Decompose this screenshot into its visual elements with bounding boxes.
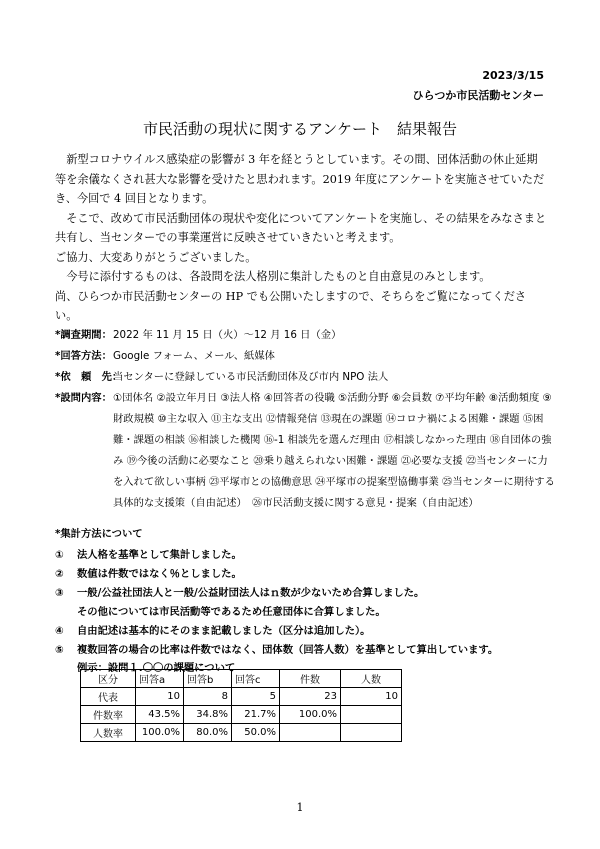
example-table — [80, 669, 402, 742]
survey-period-value: 2022 年 11 月 15 日（火）～12 月 16 日（金） — [113, 329, 342, 341]
table-cell: 代表 — [81, 688, 136, 706]
table-cell: 21.7% — [232, 706, 280, 724]
table-header-row — [81, 670, 402, 688]
survey-method-label: *回答方法： — [55, 350, 112, 362]
intro-paragraph: そこで、改めて市民活動団体の現状や変化についてアンケートを実施し、その結果をみなさまと共有し、当センターでの事業運営に反映させていきたいと考えます。 — [55, 211, 547, 244]
method-item — [55, 584, 555, 603]
method-item-number: ③ — [55, 587, 64, 599]
table-cell: 80.0% — [184, 724, 232, 742]
table-cell: 100.0% — [136, 724, 184, 742]
survey-method — [55, 346, 555, 367]
survey-target-value: 当センターに登録している市民活動団体及び市内 NPO 法人 — [113, 371, 389, 383]
example-caption: 例示：設問１.〇〇の課題について — [77, 662, 236, 674]
survey-items-label: *設問内容： — [55, 392, 112, 404]
method-item-number — [55, 603, 77, 622]
table-cell: 人数率 — [81, 724, 136, 742]
intro-paragraph: 今号に添付するものは、各設問を法人格別に集計したものと自由意見のみとします。 — [55, 270, 491, 283]
table-header-cell: 回答b — [184, 670, 232, 688]
method-item-text: 複数回答の場合の比率は件数ではなく、団体数（回答人数）を基準として算出しています。 — [77, 644, 499, 656]
table-cell: 5 — [232, 688, 280, 706]
intro-paragraph: 新型コロナウイルス感染症の影響が 3 年を経とうとしています。その間、団体活動の休止延期等を余儀なくされ甚大な影響を受けたと思われます。2019 年度にアンケートを実施させていただき、今回で 4 回目となります。 — [55, 153, 545, 205]
table-header-cell: 区分 — [81, 670, 136, 688]
aggregation-heading: *集計方法について — [55, 528, 143, 540]
survey-method-value: Google フォーム、メール、紙媒体 — [113, 350, 275, 362]
method-item-text: 一般/公益社団法人と一般/公益財団法人はｎ数が少ないため合算しました。 — [77, 587, 425, 599]
method-item — [55, 622, 555, 641]
table-cell: 23 — [280, 688, 341, 706]
method-item-text: 自由記述は基本的にそのまま記載しました（区分は追加した）。 — [77, 625, 371, 637]
table-header-cell: 人数 — [341, 670, 402, 688]
table-row — [81, 706, 402, 724]
method-item — [55, 603, 555, 622]
method-item — [55, 641, 555, 660]
table-cell: 10 — [341, 688, 402, 706]
table-cell — [341, 724, 402, 742]
table-cell: 8 — [184, 688, 232, 706]
intro-paragraph: 尚、ひらつか市民活動センターの HP でも公開いたしますので、そちらをご覧になってください。 — [55, 289, 527, 322]
table-cell: 100.0% — [280, 706, 341, 724]
table-cell — [341, 706, 402, 724]
survey-target — [55, 367, 555, 388]
table-cell — [280, 724, 341, 742]
intro-paragraph: ご協力、大変ありがとうございました。 — [55, 250, 257, 264]
method-item-number: ① — [55, 549, 64, 561]
method-item — [55, 546, 555, 565]
organization-name: ひらつか市民活動センター — [412, 89, 544, 102]
table-row — [81, 724, 402, 742]
table-row — [81, 688, 402, 706]
method-item-text: 数値は件数ではなく％としました。 — [77, 568, 242, 580]
table-cell: 10 — [136, 688, 184, 706]
method-item-text: その他については市民活動等であるため任意団体に合算しました。 — [77, 606, 386, 618]
intro-text — [55, 150, 547, 326]
table-header-cell: 回答a — [136, 670, 184, 688]
table-header-cell: 回答c — [232, 670, 280, 688]
survey-period-label: *調査期間： — [55, 329, 112, 341]
survey-period — [55, 325, 555, 346]
page-number: 1 — [296, 801, 304, 814]
table-cell: 件数率 — [81, 706, 136, 724]
table-cell: 43.5% — [136, 706, 184, 724]
method-item-text: 法人格を基準として集計しました。 — [77, 549, 242, 561]
survey-items-value: ①団体名 ②設立年月日 ③法人格 ④回答者の役職 ⑤活動分野 ⑥会員数 ⑦平均年齢 ⑧活動頻度 ⑨財政規模 ⑩主な収入 ⑪主な支出 ⑫情報発信 ⑬現在の課題 ⑭コロナ禍による困難・課題 ⑮困難・課題の相談 ⑯相談した機関 ⑯-1 相談先を選んだ理由 ⑰相談しなかった理由 ⑱自団体の強み ⑲今後の活動に必要なこと ⑳乗り越えられない困難・課題 ㉑必要な支援 ㉒当センターに力を入れて欲しい事柄 ㉓平塚市との協働意思 ㉔平塚市の提案型協働事業 ㉕当センターに期待する具体的な支援策（自由記述） ㉖市民活動支援に関する意見・提案（自由記述） — [113, 392, 555, 509]
method-item-number: ⑤ — [55, 644, 64, 656]
method-item-number: ② — [55, 568, 64, 580]
report-date: 2023/3/15 — [482, 69, 544, 82]
method-item — [55, 565, 555, 584]
survey-details — [55, 325, 555, 514]
report-title: 市民活動の現状に関するアンケート 結果報告 — [142, 120, 458, 138]
survey-items — [55, 388, 555, 514]
table-cell: 50.0% — [232, 724, 280, 742]
table-header-cell: 件数 — [280, 670, 341, 688]
aggregation-method — [55, 524, 555, 676]
method-item-number: ④ — [55, 625, 64, 637]
survey-target-label: *依 頼 先： — [55, 371, 123, 383]
table-cell: 34.8% — [184, 706, 232, 724]
